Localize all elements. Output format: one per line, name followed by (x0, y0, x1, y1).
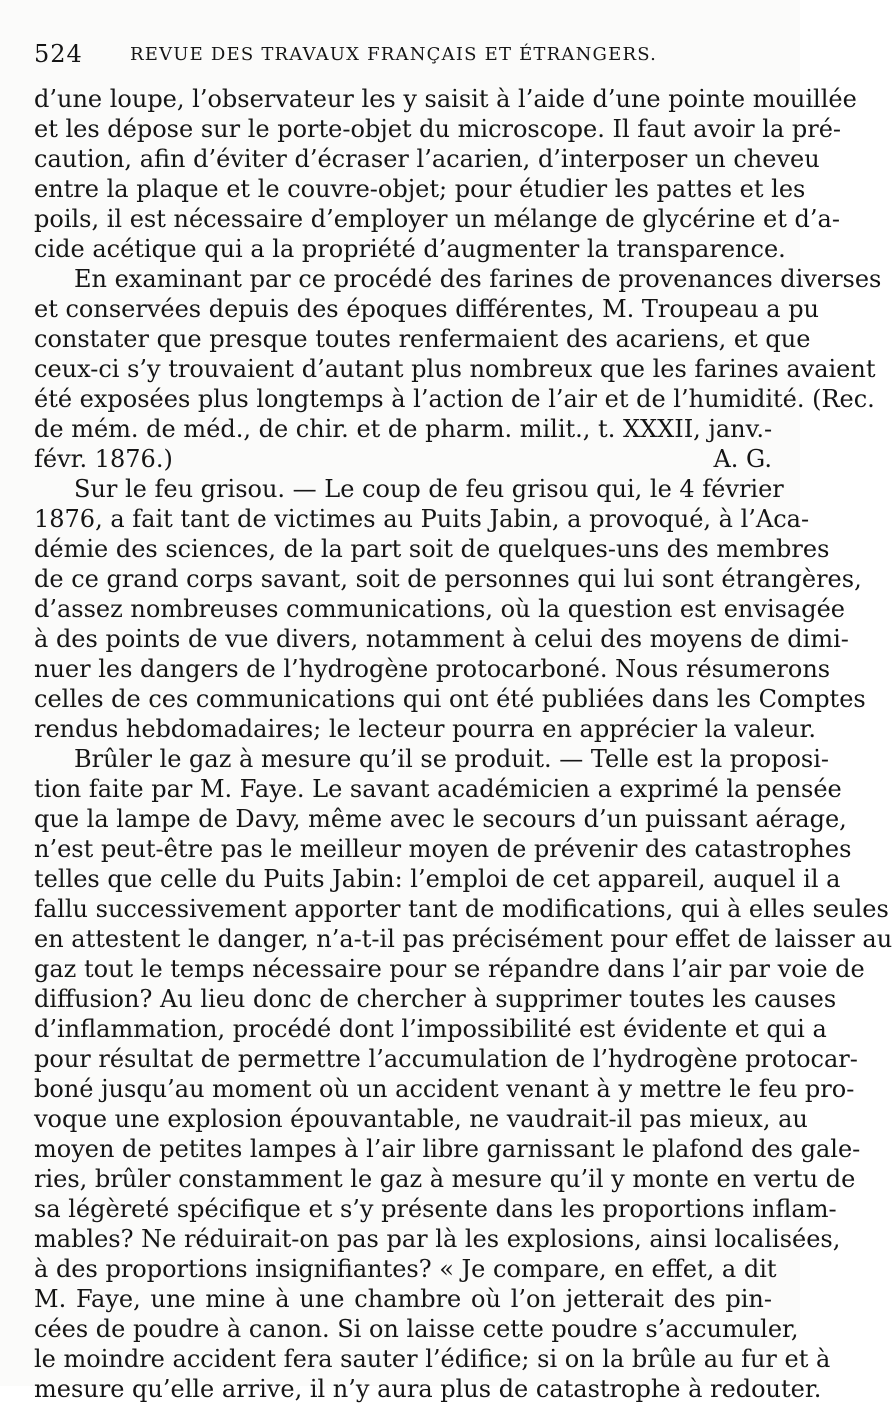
text-line: caution, afin d’éviter d’écraser l’acarien, d’interposer un cheveu (34, 145, 820, 173)
text-line: nuer les dangers de l’hydrogène protocarboné. Nous résumerons (34, 655, 831, 683)
text-line: M. Faye, une mine à une chambre où l’on jetterait des pin- (34, 1285, 772, 1313)
author-initials: A. G. (713, 445, 772, 473)
text-line: d’assez nombreuses communications, où la question est envisagée (34, 595, 846, 623)
text-line: d’une loupe, l’observateur les y saisit à l’aide d’une pointe mouillée (34, 85, 857, 113)
text-line: été exposées plus longtemps à l’action de l’air et de l’humidité. (Rec. (34, 385, 875, 413)
text-line: à des points de vue divers, notamment à celui des moyens de dimi- (34, 625, 849, 653)
section-heading-line: Sur le feu grisou. — Le coup de feu grisou qui, le 4 février (74, 475, 784, 503)
text-line: moyen de petites lampes à l’air libre garnissant le plafond des gale- (34, 1135, 861, 1163)
text-line: diffusion? Au lieu donc de chercher à supprimer toutes les causes (34, 985, 837, 1013)
page-header (34, 40, 754, 70)
text-line: mables? Ne réduirait-on pas par là les explosions, ainsi localisées, (34, 1225, 841, 1253)
text-line: 1876, a fait tant de victimes au Puits Jabin, a provoqué, à l’Aca- (34, 505, 810, 533)
text-line: et les dépose sur le porte-objet du microscope. Il faut avoir la pré- (34, 115, 842, 143)
text-line: celles de ces communications qui ont été publiées dans les Comptes (34, 685, 866, 713)
text-line: ries, brûler constamment le gaz à mesure qu’il y monte en vertu de (34, 1165, 856, 1193)
text-line: démie des sciences, de la part soit de quelques-uns des membres (34, 535, 830, 563)
text-line: gaz tout le temps nécessaire pour se répandre dans l’air par voie de (34, 955, 865, 983)
text-line: d’inflammation, procédé dont l’impossibilité est évidente et qui a (34, 1015, 827, 1043)
text-line: en attestent le danger, n’a-t-il pas précisément pour effet de laisser au (34, 925, 892, 953)
text-line: n’est peut-être pas le meilleur moyen de prévenir des catastrophes (34, 835, 852, 863)
bleed-through-shadow (36, 1350, 536, 1370)
text-line: févr. 1876.) (34, 445, 173, 473)
text-line: fallu successivement apporter tant de modifications, qui à elles seules (34, 895, 889, 923)
text-line: et conservées depuis des époques différentes, M. Troupeau a pu (34, 295, 820, 323)
text-line: pour résultat de permettre l’accumulation de l’hydrogène protocar- (34, 1045, 858, 1073)
text-line: constater que presque toutes renfermaient des acariens, et que (34, 325, 811, 353)
text-line: mesure qu’elle arrive, il n’y aura plus de catastrophe à redouter. (34, 1375, 822, 1403)
text-line: cide acétique qui a la propriété d’augmenter la transparence. (34, 235, 786, 263)
page-number: 524 (34, 40, 83, 68)
text-line: de ce grand corps savant, soit de personnes qui lui sont étrangères, (34, 565, 862, 593)
text-line: En examinant par ce procédé des farines de provenances diverses (74, 265, 882, 293)
text-line: de mém. de méd., de chir. et de pharm. milit., t. XXXII, janv.- (34, 415, 773, 443)
text-line: le moindre accident fera sauter l’édifice; si on la brûle au fur et à (34, 1345, 831, 1373)
text-line: boné jusqu’au moment où un accident venant à y mettre le feu pro- (34, 1075, 855, 1103)
text-line: à des proportions insignifiantes? « Je compare, en effet, a dit (34, 1255, 777, 1283)
article-body (34, 84, 892, 1404)
running-title: REVUE DES TRAVAUX FRANÇAIS ET ÉTRANGERS. (130, 44, 658, 65)
text-line: tion faite par M. Faye. Le savant académicien a exprimé la pensée (34, 775, 842, 803)
citation-line (34, 444, 772, 474)
text-line: poils, il est nécessaire d’employer un mélange de glycérine et d’a- (34, 205, 840, 233)
subsection-heading-line: Brûler le gaz à mesure qu’il se produit. — Telle est la proposi- (74, 745, 830, 773)
text-line: voque une explosion épouvantable, ne vaudrait-il pas mieux, au (34, 1105, 808, 1133)
text-line: telles que celle du Puits Jabin: l’emploi de cet appareil, auquel il a (34, 865, 841, 893)
text-line: sa légèreté spécifique et s’y présente dans les proportions inflam- (34, 1195, 837, 1223)
text-line: rendus hebdomadaires; le lecteur pourra en apprécier la valeur. (34, 715, 816, 743)
text-line: ceux-ci s’y trouvaient d’autant plus nombreux que les farines avaient (34, 355, 876, 383)
text-line: cées de poudre à canon. Si on laisse cette poudre s’accumuler, (34, 1315, 799, 1343)
text-line: que la lampe de Davy, même avec le secours d’un puissant aérage, (34, 805, 847, 833)
text-line: entre la plaque et le couvre-objet; pour étudier les pattes et les (34, 175, 806, 203)
